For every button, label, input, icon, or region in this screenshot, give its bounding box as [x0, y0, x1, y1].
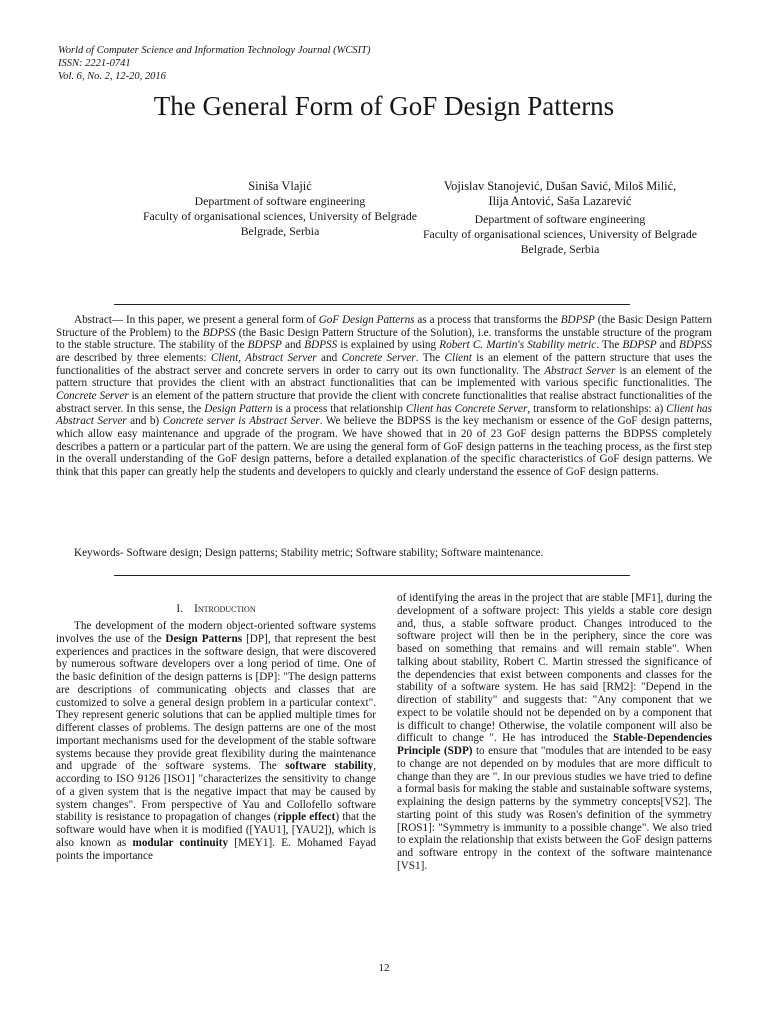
abstract-text: and	[281, 339, 305, 352]
abstract-text: is explained by using	[337, 339, 440, 352]
abstract-term: Client has Abstract Server	[56, 402, 712, 428]
author-names-line2: Ilija Antović, Saša Lazarević	[488, 194, 632, 208]
author-department: Department of software engineering	[474, 212, 646, 226]
abstract-text: In this paper, we present a general form of	[123, 314, 319, 326]
abstract-text: as a process that transforms the	[414, 314, 561, 326]
author-names: Siniša Vlajić	[248, 179, 312, 193]
abstract-term: GoF Design Patterns	[318, 314, 415, 326]
author-faculty: Faculty of organisational sciences, University of Belgrade	[143, 209, 417, 223]
body-text: of identifying the areas in the project that are stable [MF1], during the development of a software project: This yields a stable core design and, thus, a stable software product. Changes introduced to the software project will then be in the periphery, since the core was based on something that remains and will remain stable". When talking about stability, Robert C. Martin stressed the significance of the dependencies that exist between components and classes for the stability of a software system. He has said [RM2]: "Depend in the direction of stability" and suggests that: "Any component that we expect to be volatile should not be depended on by a component that is difficult to change! Otherwise, the volatile component will also be difficult to change ". He has introduced the	[397, 592, 712, 745]
abstract-term: BDPSS	[304, 339, 338, 352]
abstract-term: Concrete server is Abstract Server	[162, 415, 320, 428]
body-column-right	[397, 592, 712, 873]
author-location: Belgrade, Serbia	[520, 242, 600, 256]
abstract-term: Client, Abstract Server	[210, 351, 317, 364]
abstract-term: BDPSS	[202, 326, 236, 339]
body-text: , according to ISO 9126 [ISO1] "characterizes the sensitivity to change of a given system that is the negative impact that may be caused by system changes". From perspective of Yau and Collofello software stability is resistance to propagation of changes (	[56, 760, 376, 824]
divider-bottom	[114, 575, 630, 576]
abstract-text: . The	[596, 339, 623, 352]
abstract-term: Abstract Server	[544, 364, 616, 377]
abstract-term: BDPSP	[560, 314, 595, 326]
abstract-text: and	[656, 339, 680, 352]
abstract-term: BDPSP	[247, 339, 282, 352]
body-column-left	[56, 620, 376, 862]
journal-name: World of Computer Science and Information Technology Journal (WCSIT)	[58, 45, 371, 56]
abstract-term: Concrete Server	[56, 389, 129, 402]
abstract-text: are described by three elements:	[56, 351, 211, 364]
abstract-label: Abstract—	[74, 314, 124, 326]
body-bold-term: Stable-Dependencies Principle (SDP)	[397, 732, 712, 757]
journal-volume: Vol. 6, No. 2, 12-20, 2016	[58, 71, 166, 82]
abstract-text: is a process that relationship	[272, 402, 406, 415]
abstract-term: Design Pattern	[204, 402, 273, 415]
author-faculty: Faculty of organisational sciences, University of Belgrade	[423, 227, 697, 241]
abstract-text: is an element of the pattern structure that provide the client with concrete functionalities that realise abstract functionalities of the abstract server. In this sense, the	[56, 389, 712, 415]
abstract-text: , transform to relationships: a)	[527, 402, 667, 415]
body-text: [DP], that represent the best experiences and practices in the software design, that were discovered by numerous software developers over a long period of time. One of the basic definition of the design patterns is [DP]: "The design patterns are descriptions of communicating objects and classes that are customized to solve a general design problem in a particular context". They represent generic solutions that can be applied multiple times for different classes of problems. The design patterns are one of the most important mechanisms used for the development of the stable software systems because they provide great flexibility during the maintenance and upgrade of the software systems. The	[56, 632, 377, 773]
abstract-term: BDPSS	[679, 339, 712, 352]
divider-top	[114, 304, 630, 305]
journal-issn: ISSN: 2221-0741	[58, 58, 131, 69]
body-text: [MEY1]. E. Mohamed Fayad points the importance	[56, 836, 377, 862]
abstract-text: and	[316, 351, 342, 364]
abstract-text: and b)	[126, 415, 163, 428]
author-department: Department of software engineering	[194, 194, 366, 208]
abstract-term: Client has Concrete Server	[405, 402, 528, 415]
body-bold-term: software stability	[285, 760, 374, 773]
author-location: Belgrade, Serbia	[240, 224, 320, 238]
body-text: The development of the modern object-oriented software systems involves the use of the	[56, 620, 376, 645]
abstract-text: is an element of the pattern structure that provides the client with an abstract functionalities that can be implemented with various specific functionalities. The	[56, 364, 712, 390]
section-heading	[56, 603, 376, 615]
abstract-text: . We believe the BDPSS is the key mechanism or essence of the GoF design patterns, which allow easy maintenance and upgrade of the program. We have showed that in 20 of 23 GoF design patterns the BDPSS completely describes a pattern or a particular part of the pattern. We are using the general form of GoF design patterns in the teaching process, as the first step in the overall understanding of the GoF design patterns, before a detailed explanation of the specific characteristics of GoF design patterns. We think that this paper can greatly help the students and developers to quickly and clearly understand the essence of GoF design patterns.	[56, 415, 713, 478]
body-bold-term: ripple effect	[277, 811, 336, 824]
keywords: Keywords- Software design; Design patterns; Stability metric; Software stability; Software maintenance.	[74, 547, 544, 559]
author-block-2	[400, 179, 720, 257]
abstract-text: . The	[415, 351, 445, 364]
paper-title: The General Form of GoF Design Patterns	[153, 91, 615, 121]
body-text: ) that the software would have when it is modified ([YAU1], [YAU2]), which is also known as	[56, 811, 376, 849]
abstract-text: is an element of the pattern structure that uses the functionalities of the abstract server and concrete servers in order to carry out its own functionality. The	[56, 351, 712, 377]
body-text: to ensure that "modules that are intended to be easy to change are not depended on by modules that are more difficult to change than they are ". In our previous studies we have tried to define a formal basis for making the stable and sustainable software systems, explaining the design patterns by the symmetry concepts[VS2]. The starting point of this study was Rosen's definition of the symmetry [ROS1]: "Symmetry is immunity to a possible change". We also tried to explain the relationship that exists between the GoF design patterns and software entropy in the context of the software maintenance [VS1].	[397, 745, 712, 872]
abstract-term: Concrete Server	[341, 351, 416, 364]
abstract-term: Robert C. Martin's Stability metric	[439, 339, 597, 352]
body-bold-term: modular continuity	[132, 836, 229, 849]
author-names: Vojislav Stanojević, Dušan Savić, Miloš Milić,	[443, 179, 677, 193]
abstract	[56, 314, 712, 479]
body-bold-term: Design Patterns	[165, 632, 243, 645]
section-number: I.	[176, 603, 183, 615]
page-number: 12	[378, 962, 390, 974]
abstract-text: (the Basic Design Pattern Structure of the Solution), i.e. transforms the unstable structure of the program to the stable structure. The stability of the	[56, 326, 712, 352]
abstract-text: (the Basic Design Pattern Structure of the Problem) to the	[56, 314, 712, 339]
abstract-term: BDPSP	[622, 339, 657, 352]
section-title: Introduction	[194, 603, 256, 615]
journal-header	[58, 44, 370, 83]
abstract-term: Client	[444, 351, 472, 364]
